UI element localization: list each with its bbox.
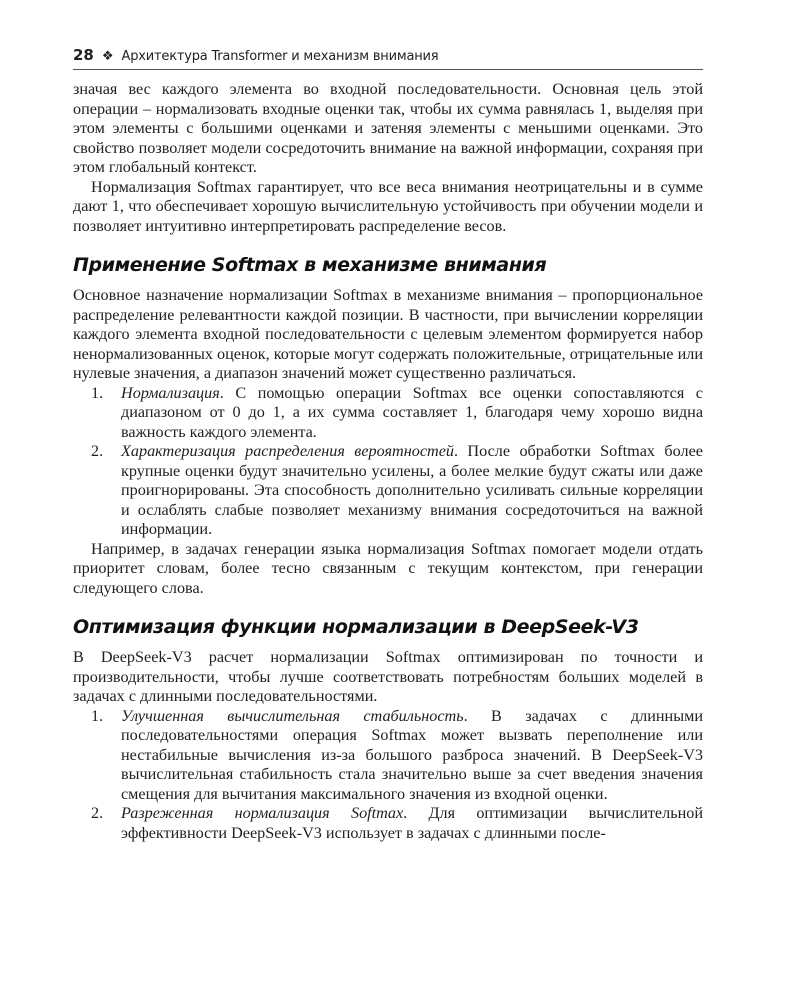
- list-item-body: [121, 804, 703, 843]
- list-item-body: [121, 707, 703, 805]
- list-item: [73, 384, 703, 443]
- list-item-text: . С помощью операции Softmax все оценки сопоставляются с диапазоном от 0 до 1, а их сумма составляет 1, благодаря чему хорошо видна важность каждого элемента.: [121, 383, 703, 441]
- list-item: [73, 804, 703, 843]
- section-heading-softmax-attention: Применение Softmax в механизме внимания: [73, 254, 547, 276]
- section-1-closing-paragraph: Например, в задачах генерации языка нормализация Softmax помогает модели отдать приоритет словам, более тесно связанным с текущим контекстом, при генерации следующего слова.: [73, 539, 703, 597]
- list-item-text: . Для оптимизации вычислительной эффективности DeepSeek-V3 использует в задачах с длинными после-: [121, 804, 703, 842]
- chapter-title: Архитектура Transformer и механизм внимания: [121, 49, 439, 64]
- section-1-list: [73, 384, 703, 540]
- section-1-paragraph: Основное назначение нормализации Softmax в механизме внимания – пропорциональное распределение релевантности каждой позиции. В частности, при вычислении корреляции каждого элемента входной последовательности с целевым элементом формируется набор ненормализованных оценок, которые могут содержать положительные, отрицательные или нулевые значения, а диапазон значений может существенно различаться.: [73, 286, 703, 382]
- list-item-body: [121, 384, 703, 443]
- list-item-term: Улучшенная вычислительная стабильность: [121, 706, 464, 725]
- list-item: [73, 442, 703, 540]
- page-number: 28: [73, 46, 94, 64]
- list-item-number: 1.: [91, 706, 104, 725]
- list-item-number: 2.: [91, 804, 104, 822]
- list-item-term: Нормализация: [121, 383, 220, 402]
- intro-paragraph-1: значая вес каждого элемента во входной последовательности. Основная цель этой операции – нормализовать входные оценки так, чтобы их сумма равнялась 1, выделяя при этом элементы с большими оценками и затеняя элементы с меньшими оценками. Это свойство позволяет модели сосредоточить внимание на важной информации, сохраняя при этом глобальный контекст.: [73, 80, 703, 176]
- list-item-number: 2.: [91, 442, 104, 460]
- list-item: [73, 707, 703, 805]
- list-item-body: [121, 442, 703, 540]
- running-header: [73, 46, 703, 70]
- ornament-icon: ❖: [101, 49, 114, 64]
- section-2-paragraph: В DeepSeek-V3 расчет нормализации Softmax оптимизирован по точности и производительности, чтобы лучше соответствовать потребностям больших моделей в задачах с длинными последовательностями.: [73, 648, 703, 705]
- intro-paragraph-2: Нормализация Softmax гарантирует, что все веса внимания неотрицательны и в сумме дают 1, что обеспечивает хорошую вычислительную устойчивость при обучении модели и позволяет интуитивно интерпретировать распределение весов.: [73, 177, 703, 235]
- book-page: [73, 46, 703, 843]
- list-item-text: . В задачах с длинными последовательностями операция Softmax может вызвать переполнение или нестабильные вычисления из-за большого разброса значений. В DeepSeek-V3 вычислительная стабильность стала значительно выше за счет введения значения смещения для вычитания максимального значения из входной оценки.: [121, 706, 703, 803]
- section-heading-deepseek-optimization: Оптимизация функции нормализации в DeepSeek-V3: [73, 616, 639, 638]
- list-item-term: Разреженная нормализация Softmax: [121, 804, 404, 822]
- section-2-list: [73, 707, 703, 844]
- list-item-text: . После обработки Softmax более крупные оценки будут значительно усилены, а более мелкие будут сжаты или даже проигнорированы. Эта способность дополнительно усиливать сильные корреляции и ослаблять слабые позволяет механизму внимания сосредоточиться на важной информации.: [121, 442, 703, 538]
- list-item-number: 1.: [91, 383, 104, 402]
- list-item-term: Характеризация распределения вероятностей: [121, 442, 454, 460]
